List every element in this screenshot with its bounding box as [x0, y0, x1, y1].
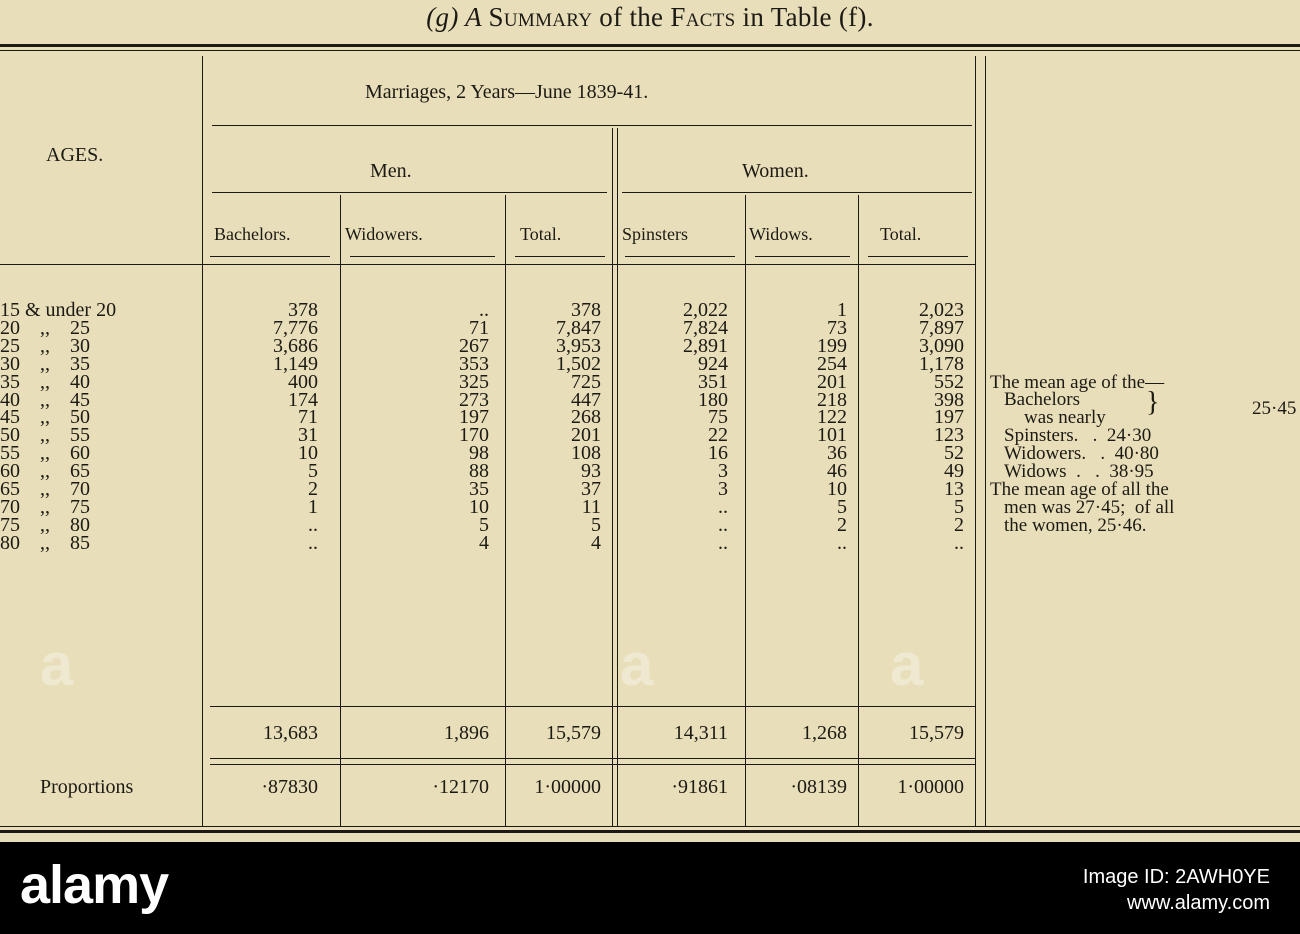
alamy-logo: alamy: [20, 855, 169, 915]
note-line7: men was 27·45; of all: [1004, 497, 1175, 518]
title-summary: Summary: [488, 2, 593, 32]
spinsters-cell: 7,824: [683, 316, 728, 339]
hrule-under-marriages: [212, 125, 972, 126]
table-title: [0, 2, 1300, 33]
header-spinsters: Spinsters: [622, 224, 689, 244]
widows-cell: 10: [827, 478, 847, 501]
age-range-cell: 20 ,, 25: [0, 316, 90, 339]
women-total-cell: 398: [934, 388, 964, 411]
spinsters-cell: 22: [708, 424, 728, 447]
widows-cell: 199: [817, 334, 847, 357]
widowers-cell: 71: [469, 316, 489, 339]
header-women: Women.: [742, 160, 809, 182]
men-total-cell: 725: [571, 370, 601, 393]
age-range-cell: 80 ,, 85: [0, 531, 90, 554]
widows-cell: 5: [837, 495, 847, 518]
note-widowers: Widowers. . 40·80: [1004, 443, 1159, 464]
prop-widowers: ·12170: [432, 776, 489, 798]
total-spinsters: 14,311: [673, 722, 728, 744]
bachelors-cell: 174: [288, 388, 318, 411]
spinsters-cell: 180: [698, 388, 728, 411]
widowers-column: [345, 299, 489, 554]
note-line8: the women, 25·46.: [1004, 515, 1147, 536]
prop-women: 1·00000: [897, 776, 964, 798]
bachelors-cell: 7,776: [273, 316, 318, 339]
men-total-cell: 1,502: [556, 352, 601, 375]
header-ages: AGES.: [46, 144, 104, 166]
hrule-under-women: [622, 192, 972, 193]
widows-cell: 2: [837, 513, 847, 536]
women-total-cell: 123: [934, 424, 964, 447]
spinsters-cell: 351: [698, 370, 728, 393]
hrule-under-colheads-d: [515, 256, 605, 257]
bachelors-cell: 5: [308, 460, 318, 483]
age-range-cell: 60 ,, 65: [0, 460, 90, 483]
bachelors-cell: 1,149: [273, 352, 318, 375]
women-total-cell: 2,023: [919, 299, 964, 321]
men-total-cell: 447: [571, 388, 601, 411]
widows-cell: 46: [827, 460, 847, 483]
vrule-bach-wid: [340, 195, 341, 826]
men-total-cell: 108: [571, 442, 601, 465]
note-bachelors: Bachelors: [1004, 389, 1080, 410]
bachelors-cell: 71: [298, 406, 318, 429]
vrule-table-end-a: [975, 56, 976, 826]
bachelors-cell: 10: [298, 442, 318, 465]
widows-cell: 122: [817, 406, 847, 429]
bachelors-cell: 2: [308, 478, 318, 501]
hrule-under-men: [212, 192, 607, 193]
widowers-cell: 197: [459, 406, 489, 429]
sum-rule-2: [210, 758, 975, 759]
age-range-cell: 30 ,, 35: [0, 352, 90, 375]
prop-bachelors: ·87830: [261, 776, 318, 798]
men-total-cell: 3,953: [556, 334, 601, 357]
age-range-cell: 75 ,, 80: [0, 513, 90, 536]
men-total-cell: 378: [571, 299, 601, 321]
bachelors-cell: ..: [308, 531, 318, 554]
age-range-cell: 70 ,, 75: [0, 495, 90, 518]
note-bachelors-value: 25·45: [1252, 398, 1297, 419]
note-spinsters: Spinsters. . 24·30: [1004, 425, 1152, 446]
men-total-cell: 268: [571, 406, 601, 429]
widows-cell: 1: [837, 299, 847, 321]
hrule-under-colheads-e: [625, 256, 735, 257]
bachelors-cell: 1: [308, 495, 318, 518]
age-range-cell: 65 ,, 70: [0, 478, 90, 501]
widows-cell: 254: [817, 352, 847, 375]
spinsters-cell: 3: [718, 460, 728, 483]
women-total-cell: 552: [934, 370, 964, 393]
women-total-cell: 13: [944, 478, 964, 501]
top-rule-thin: [0, 50, 1300, 51]
women-total-cell: 197: [934, 406, 964, 429]
men-total-cell: 4: [591, 531, 601, 554]
note-line1: The mean age of the—: [990, 372, 1165, 393]
header-widows: Widows.: [749, 224, 813, 244]
spinsters-cell: 16: [708, 442, 728, 465]
widowers-cell: 267: [459, 334, 489, 357]
hrule-under-colheads-c: [350, 256, 495, 257]
age-range-cell: 55 ,, 60: [0, 442, 90, 465]
women-total-cell: 49: [944, 460, 964, 483]
spinsters-cell: 3: [718, 478, 728, 501]
spinsters-column: [620, 299, 728, 554]
watermark-image-id: Image ID: 2AWH0YE: [1082, 866, 1270, 888]
sum-rule-1: [210, 706, 975, 707]
total-women: 15,579: [909, 722, 964, 744]
widowers-cell: 170: [459, 424, 489, 447]
note-line6: The mean age of all the: [990, 479, 1169, 500]
men-total-cell: 201: [571, 424, 601, 447]
proportions-label: Proportions: [40, 776, 134, 798]
men-total-cell: 93: [581, 460, 601, 483]
widows-cell: 218: [817, 388, 847, 411]
total-widows: 1,268: [802, 722, 847, 744]
men-total-column: [505, 299, 601, 554]
note-widows: Widows . . 38·95: [1004, 461, 1154, 482]
note-was-nearly: was nearly: [1024, 407, 1106, 428]
header-widowers: Widowers.: [345, 224, 423, 244]
men-total-cell: 7,847: [556, 316, 601, 339]
spinsters-cell: 2,891: [683, 334, 728, 357]
vrule-men-women-b: [617, 128, 618, 826]
ages-column: [0, 299, 200, 554]
widowers-cell: 273: [459, 388, 489, 411]
header-women-total: Total.: [880, 224, 922, 244]
bachelors-cell: 400: [288, 370, 318, 393]
vrule-men-women-a: [612, 128, 613, 826]
spinsters-cell: ..: [718, 495, 728, 518]
bachelors-cell: 3,686: [273, 334, 318, 357]
age-range-cell: 25 ,, 30: [0, 334, 90, 357]
prop-men: 1·00000: [534, 776, 601, 798]
vrule-table-end-b: [985, 56, 986, 826]
women-total-cell: ..: [954, 531, 964, 554]
vrule-ages: [202, 56, 203, 826]
total-bachelors: 13,683: [263, 722, 318, 744]
title-of-the: of the: [592, 2, 671, 32]
hrule-under-colheads-f: [755, 256, 850, 257]
spinsters-cell: ..: [718, 531, 728, 554]
age-range-cell: 40 ,, 45: [0, 388, 90, 411]
watermark-site: www.alamy.com: [1127, 892, 1270, 914]
spinsters-cell: 75: [708, 406, 728, 429]
sum-rule-3: [210, 764, 975, 765]
widows-column: [745, 299, 847, 554]
women-total-cell: 7,897: [919, 316, 964, 339]
bottom-rule-thick: [0, 830, 1300, 833]
watermark-info: [1083, 864, 1270, 916]
header-men: Men.: [370, 160, 412, 182]
men-total-cell: 5: [591, 513, 601, 536]
widowers-cell: 35: [469, 478, 489, 501]
widows-cell: 73: [827, 316, 847, 339]
prop-spinsters: ·91861: [671, 776, 728, 798]
widows-cell: 101: [817, 424, 847, 447]
spinsters-cell: 924: [698, 352, 728, 375]
title-suffix: in Table (f).: [735, 2, 874, 32]
age-range-cell: 50 ,, 55: [0, 424, 90, 447]
widowers-cell: 325: [459, 370, 489, 393]
total-widowers: 1,896: [444, 722, 489, 744]
title-facts: Facts: [670, 2, 736, 32]
widowers-cell: 88: [469, 460, 489, 483]
header-marriages: Marriages, 2 Years—June 1839-41.: [365, 81, 649, 103]
age-range-cell: 45 ,, 50: [0, 406, 90, 429]
widows-cell: ..: [837, 531, 847, 554]
widowers-cell: 10: [469, 495, 489, 518]
header-bachelors: Bachelors.: [214, 224, 291, 244]
women-total-cell: 52: [944, 442, 964, 465]
bachelors-cell: 378: [288, 299, 318, 321]
total-men: 15,579: [546, 722, 601, 744]
women-total-cell: 1,178: [919, 352, 964, 375]
widows-cell: 36: [827, 442, 847, 465]
spinsters-cell: 2,022: [683, 299, 728, 321]
widowers-cell: 5: [479, 513, 489, 536]
watermark-bar: [0, 842, 1300, 934]
faint-watermark-logo-3: a: [890, 631, 923, 698]
bachelors-cell: 31: [298, 424, 318, 447]
women-total-column: [858, 299, 964, 554]
note-brace: }: [1146, 387, 1160, 418]
widows-cell: 201: [817, 370, 847, 393]
top-rule-thick: [0, 44, 1300, 47]
men-total-cell: 11: [581, 495, 601, 518]
prop-widows: ·08139: [790, 776, 847, 798]
widowers-cell: ..: [479, 299, 489, 321]
bachelors-column: [210, 299, 318, 554]
women-total-cell: 5: [954, 495, 964, 518]
widowers-cell: 4: [479, 531, 489, 554]
faint-watermark-logo-2: a: [620, 631, 653, 698]
women-total-cell: 2: [954, 513, 964, 536]
age-range-cell: 35 ,, 40: [0, 370, 90, 393]
faint-watermark-logo-1: a: [40, 631, 73, 698]
spinsters-cell: ..: [718, 513, 728, 536]
header-men-total: Total.: [520, 224, 562, 244]
widowers-cell: 353: [459, 352, 489, 375]
hrule-under-colheads: [0, 264, 975, 265]
bachelors-cell: ..: [308, 513, 318, 536]
bottom-rule-thin: [0, 826, 1300, 827]
title-prefix: (g) A: [426, 2, 489, 32]
hrule-under-colheads-g: [868, 256, 968, 257]
hrule-under-colheads-b: [210, 256, 330, 257]
women-total-cell: 3,090: [919, 334, 964, 357]
widowers-cell: 98: [469, 442, 489, 465]
age-range-cell: 15 & under 20: [0, 299, 117, 321]
men-total-cell: 37: [581, 478, 601, 501]
